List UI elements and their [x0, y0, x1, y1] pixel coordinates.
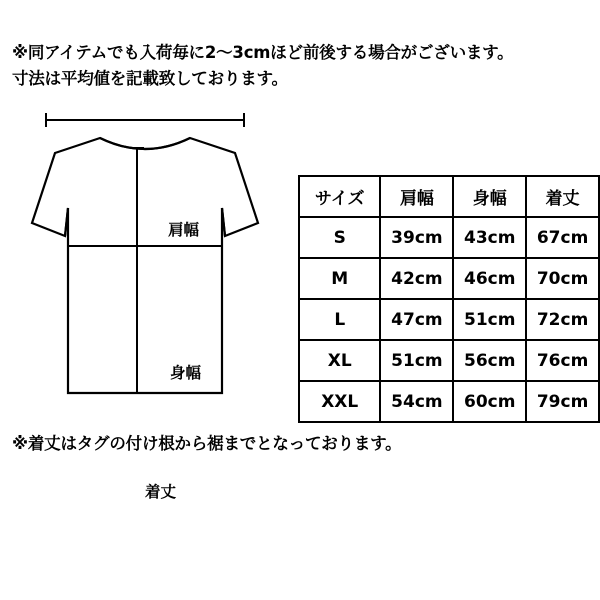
table-row [299, 299, 599, 340]
cell-length: 67cm [526, 217, 599, 258]
cell-length: 79cm [526, 381, 599, 422]
cell-shoulder: 42cm [380, 258, 453, 299]
top-note [12, 40, 592, 91]
header-size: サイズ [299, 176, 380, 217]
cell-shoulder: 47cm [380, 299, 453, 340]
cell-chest: 51cm [453, 299, 526, 340]
body-length-label: 着丈 [145, 483, 177, 501]
cell-length: 70cm [526, 258, 599, 299]
cell-length: 76cm [526, 340, 599, 381]
cell-chest: 56cm [453, 340, 526, 381]
cell-size: XXL [299, 381, 380, 422]
size-table [298, 175, 600, 423]
chest-width-label: 身幅 [170, 364, 202, 382]
table-row [299, 217, 599, 258]
cell-size: XL [299, 340, 380, 381]
cell-length: 72cm [526, 299, 599, 340]
table-header-row [299, 176, 599, 217]
table-row [299, 340, 599, 381]
cell-size: M [299, 258, 380, 299]
tshirt-body-path [32, 138, 258, 393]
cell-size: L [299, 299, 380, 340]
cell-chest: 60cm [453, 381, 526, 422]
cell-shoulder: 39cm [380, 217, 453, 258]
table-row [299, 381, 599, 422]
bottom-note: ※着丈はタグの付け根から裾までとなっております。 [12, 434, 402, 453]
cell-chest: 43cm [453, 217, 526, 258]
cell-shoulder: 51cm [380, 340, 453, 381]
tshirt-outline-svg [0, 108, 290, 418]
shoulder-width-label: 肩幅 [168, 221, 200, 239]
cell-size: S [299, 217, 380, 258]
header-chest: 身幅 [453, 176, 526, 217]
header-length: 着丈 [526, 176, 599, 217]
top-note-line-1: ※同アイテムでも入荷毎に2～3cmほど前後する場合がございます。 [12, 43, 514, 62]
table-row [299, 258, 599, 299]
header-shoulder: 肩幅 [380, 176, 453, 217]
cell-shoulder: 54cm [380, 381, 453, 422]
cell-chest: 46cm [453, 258, 526, 299]
top-note-line-2: 寸法は平均値を記載致しております。 [12, 68, 288, 88]
